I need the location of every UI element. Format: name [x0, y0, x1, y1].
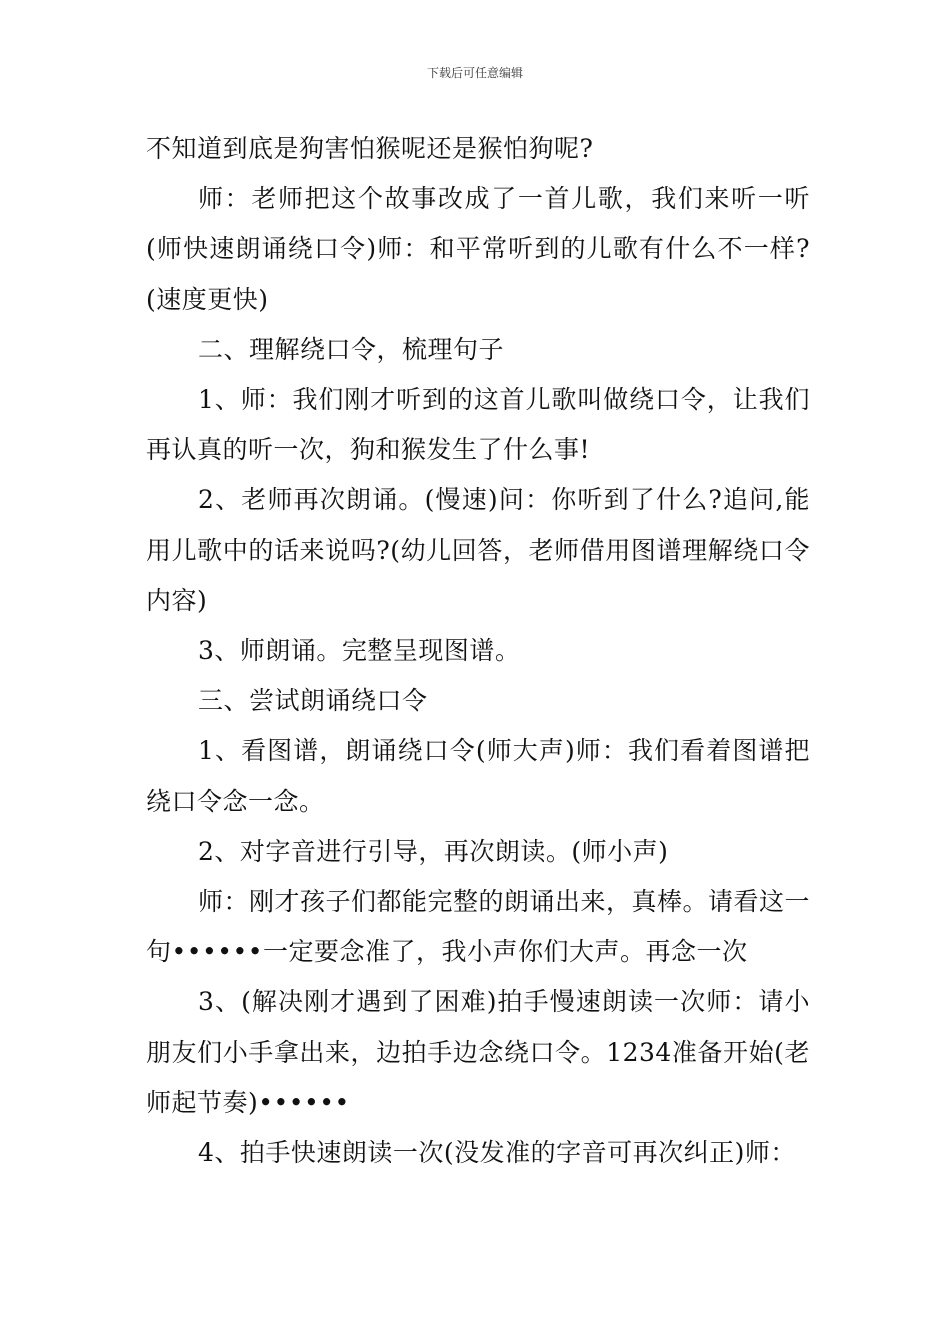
page-header-note: 下载后可任意编辑: [426, 66, 523, 80]
paragraph-11: 3、(解决刚才遇到了困难)拍手慢速朗读一次师：请小朋友们小手拿出来，边拍手边念绕口令。1234准备开始(老师起节奏)••••••: [146, 987, 810, 1117]
paragraph-12: 4、拍手快速朗读一次(没发准的字音可再次纠正)师：: [198, 1138, 796, 1168]
document-body: [146, 124, 810, 1178]
paragraph-4: 1、师：我们刚才听到的这首儿歌叫做绕口令，让我们再认真的听一次，狗和猴发生了什么事!: [146, 385, 810, 465]
paragraph-1: 不知道到底是狗害怕猴呢还是猴怕狗呢?: [146, 134, 594, 163]
paragraph-2: 师：老师把这个故事改成了一首儿歌，我们来听一听(师快速朗诵绕口令)师：和平常听到的儿歌有什么不一样?(速度更快): [146, 184, 810, 314]
paragraph-6: 3、师朗诵。完整呈现图谱。: [198, 636, 521, 666]
paragraph-8: 1、看图谱，朗诵绕口令(师大声)师：我们看着图谱把绕口令念一念。: [146, 736, 810, 816]
section-heading-3: 三、尝试朗诵绕口令: [198, 686, 428, 716]
section-heading-2: 二、理解绕口令，梳理句子: [198, 334, 505, 364]
paragraph-9: 2、对字音进行引导，再次朗读。(师小声): [198, 836, 669, 866]
paragraph-10: 师：刚才孩子们都能完整的朗诵出来，真棒。请看这一句••••••一定要念准了，我小声你们大声。再念一次: [146, 887, 811, 967]
paragraph-5: 2、老师再次朗诵。(慢速)问：你听到了什么?追问,能用儿歌中的话来说吗?(幼儿回答，老师借用图谱理解绕口令内容): [146, 485, 810, 615]
